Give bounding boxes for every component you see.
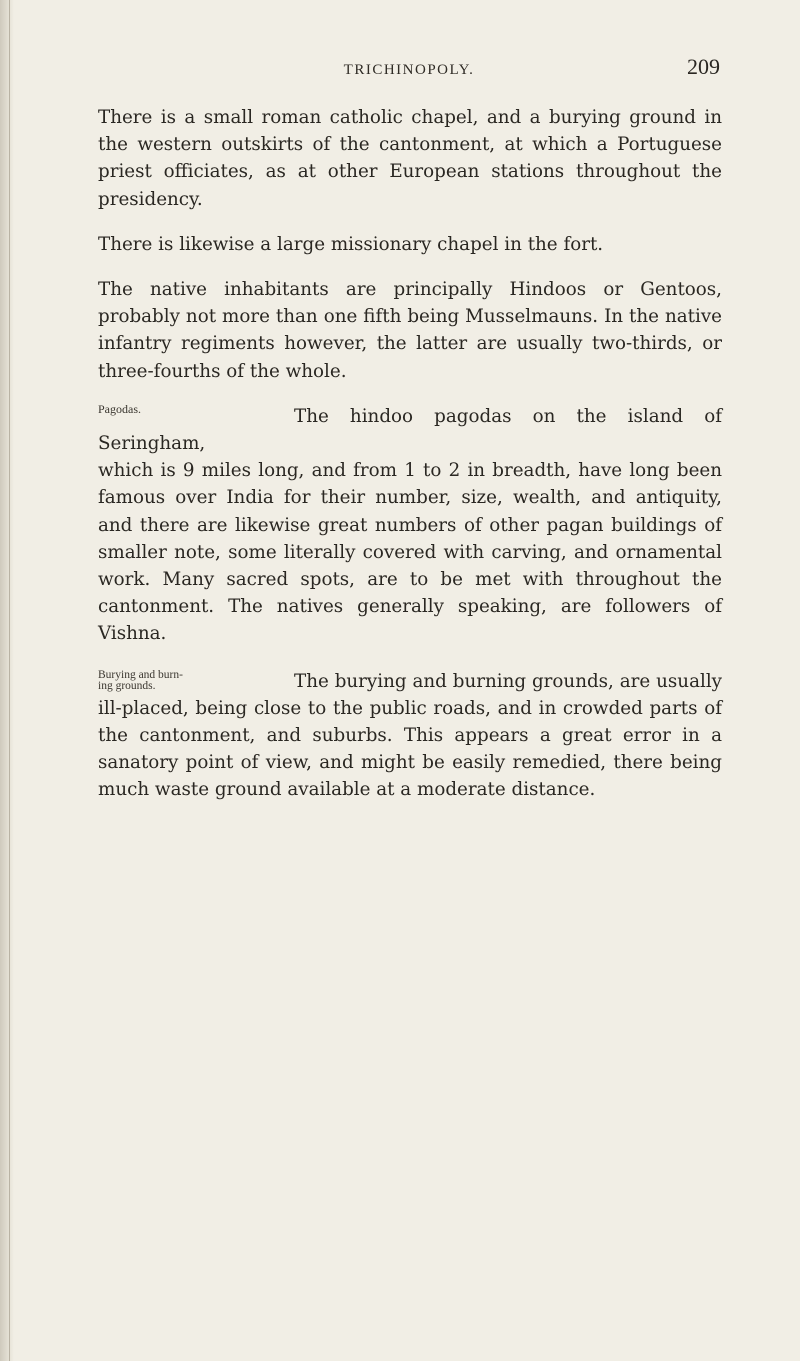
paragraph-pagodas — [98, 403, 722, 648]
margin-note-burying-line1: Burying and burn- — [98, 668, 183, 681]
margin-note-burying-line2: ing grounds. — [98, 679, 156, 692]
burying-first-line-text: The burying and burning grounds, are usually — [294, 670, 722, 692]
pagodas-first-line — [98, 403, 722, 457]
burying-body-text: ill-placed, being close to the public roads, and in crowded parts of the cantonment, and suburbs. This appears a great error in a sanatory point of view, and might be easily remedied, there being much waste ground available at a moderate distance. — [98, 697, 722, 801]
paragraph-missionary-chapel: There is likewise a large missionary chapel in the fort. — [98, 233, 604, 255]
paragraph-chapel: There is a small roman catholic chapel, and a burying ground in the western outskirts of the cantonment, at which a Portuguese priest officiates, as at other European stations throughout the presidency. — [98, 107, 722, 210]
pagodas-first-line-text: The hindoo pagodas on the island of Seringham, — [98, 405, 722, 455]
paragraph-burying-grounds — [98, 668, 722, 804]
margin-note-burying-grounds — [98, 670, 183, 692]
burying-first-line — [98, 668, 722, 695]
margin-note-pagodas: Pagodas. — [98, 401, 141, 416]
paragraph-native-inhabitants: The native inhabitants are principally Hindoos or Gentoos, probably not more than one fifth being Musselmauns. In the native infantry regiments however, the latter are usually two-thirds, or three-fourths of the whole. — [98, 279, 722, 382]
body-text — [98, 104, 722, 804]
pagodas-body-text: which is 9 miles long, and from 1 to 2 in breadth, have long been famous over India for their number, size, wealth, and antiquity, and there are likewise great numbers of other pagan buildings of smaller note, some literally covered with carving, and ornamental work. Many sacred spots, are to be met with throughout the cantonment. The natives generally speaking, are followers of Vishna. — [98, 460, 722, 645]
running-head — [98, 54, 720, 84]
page-number: 209 — [687, 54, 720, 79]
running-title: TRICHINOPOLY. — [343, 62, 475, 78]
